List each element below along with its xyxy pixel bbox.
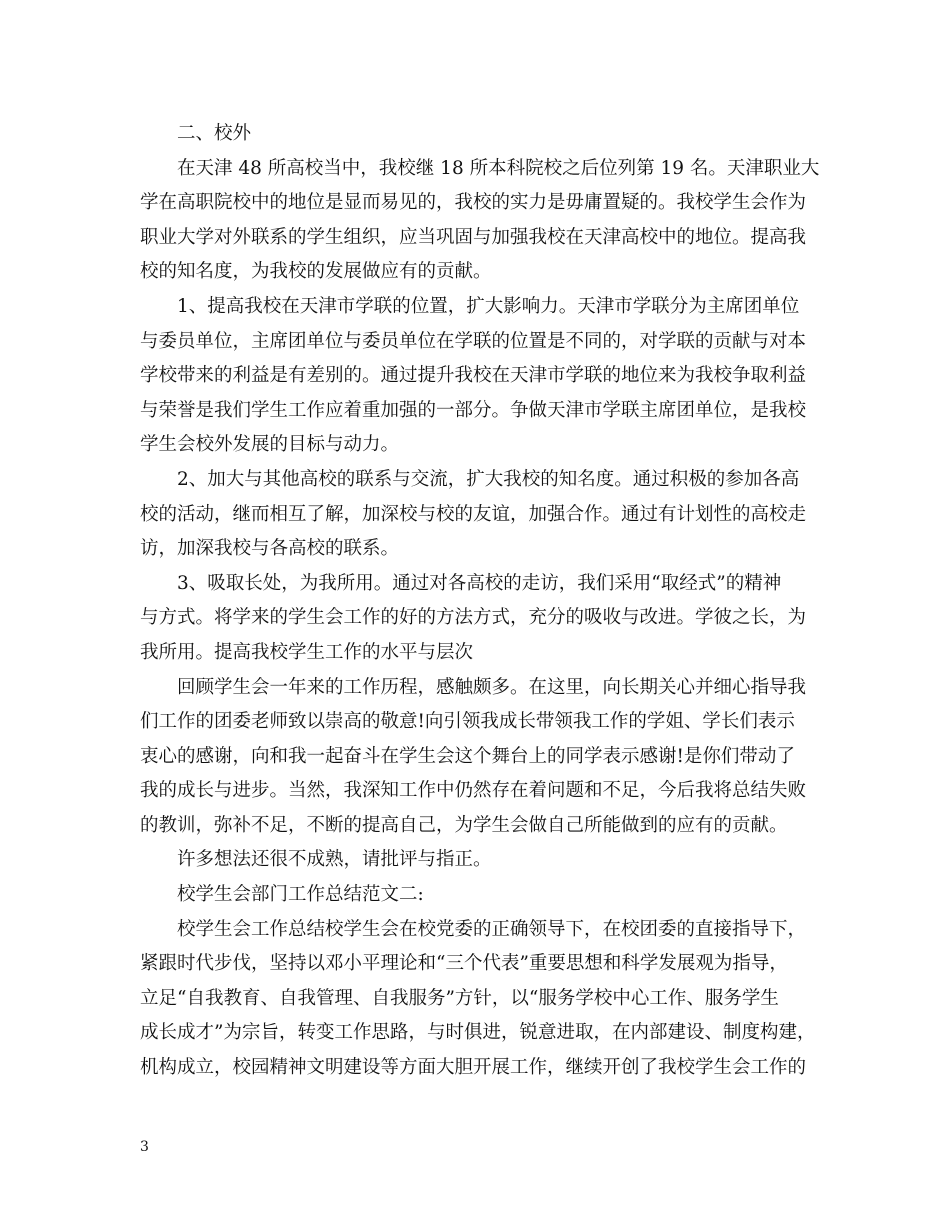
text-line: 学在高职院校中的地位是显而易见的，我校的实力是毋庸置疑的。我校学生会作为 — [140, 192, 807, 214]
page-number: 3 — [140, 1139, 149, 1155]
text-line: 3、吸取长处，为我所用。通过对各高校的走访，我们采用“取经式”的精神 — [177, 572, 782, 594]
text-line: 校学生会工作总结校学生会在校党委的正确领导下，在校团委的直接指导下， — [177, 918, 807, 940]
text-line: 校的活动，继而相互了解，加深校与校的友谊，加强合作。通过有计划性的高校走 — [140, 503, 807, 525]
text-line: 校的知名度，为我校的发展做应有的贡献。 — [140, 261, 492, 283]
text-line: 许多想法还很不成熟，请批评与指正。 — [177, 849, 492, 871]
text-line: 在天津 48 所高校当中，我校继 18 所本科院校之后位列第 19 名。天津职业大 — [177, 157, 820, 179]
text-line: 成长成才”为宗旨，转变工作思路，与时俱进，锐意进取，在内部建设、制度构建， — [140, 1022, 816, 1044]
text-line: 访，加深我校与各高校的联系。 — [140, 538, 400, 560]
text-line: 二、校外 — [177, 123, 252, 144]
text-line: 衷心的感谢，向和我一起奋斗在学生会这个舞台上的同学表示感谢!是你们带动了 — [140, 745, 795, 767]
text-line: 与委员单位，主席团单位与委员单位在学联的位置是不同的，对学联的贡献与对本 — [140, 330, 807, 352]
text-line: 学生会校外发展的目标与动力。 — [140, 434, 400, 456]
text-line: 学校带来的利益是有差别的。通过提升我校在天津市学联的地位来为我校争取利益 — [140, 365, 807, 387]
body-text — [140, 117, 820, 1086]
text-line: 与荣誉是我们学生工作应着重加强的一部分。争做天津市学联主席团单位，是我校 — [140, 399, 807, 421]
text-line: 与方式。将学来的学生会工作的好的方法方式，充分的吸收与改进。学彼之长，为 — [140, 607, 807, 629]
text-line: 1、提高我校在天津市学联的位置，扩大影响力。天津市学联分为主席团单位 — [177, 295, 800, 317]
text-line: 机构成立，校园精神文明建设等方面大胆开展工作，继续开创了我校学生会工作的 — [140, 1057, 807, 1079]
text-line: 校学生会部门工作总结范文二: — [177, 884, 424, 906]
text-line: 我所用。提高我校学生工作的水平与层次 — [140, 641, 474, 663]
text-line: 的教训，弥补不足，不断的提高自己，为学生会做自己所能做到的应有的贡献。 — [140, 814, 788, 836]
text-line: 职业大学对外联系的学生组织，应当巩固与加强我校在天津高校中的地位。提高我 — [140, 226, 807, 248]
text-line: 回顾学生会一年来的工作历程，感触颇多。在这里，向长期关心并细心指导我 — [177, 676, 807, 698]
text-line: 紧跟时代步伐，坚持以邓小平理论和“三个代表”重要思想和科学发展观为指导， — [140, 953, 788, 975]
text-line: 2、加大与其他高校的联系与交流，扩大我校的知名度。通过积极的参加各高 — [177, 468, 800, 490]
text-line: 我的成长与进步。当然，我深知工作中仍然存在着问题和不足，今后我将总结失败 — [140, 780, 807, 802]
text-line: 们工作的团委老师致以崇高的敬意!向引领我成长带领我工作的学姐、学长们表示 — [140, 711, 795, 733]
text-line: 立足“自我教育、自我管理、自我服务”方针，以“服务学校中心工作、服务学生 — [140, 987, 779, 1009]
